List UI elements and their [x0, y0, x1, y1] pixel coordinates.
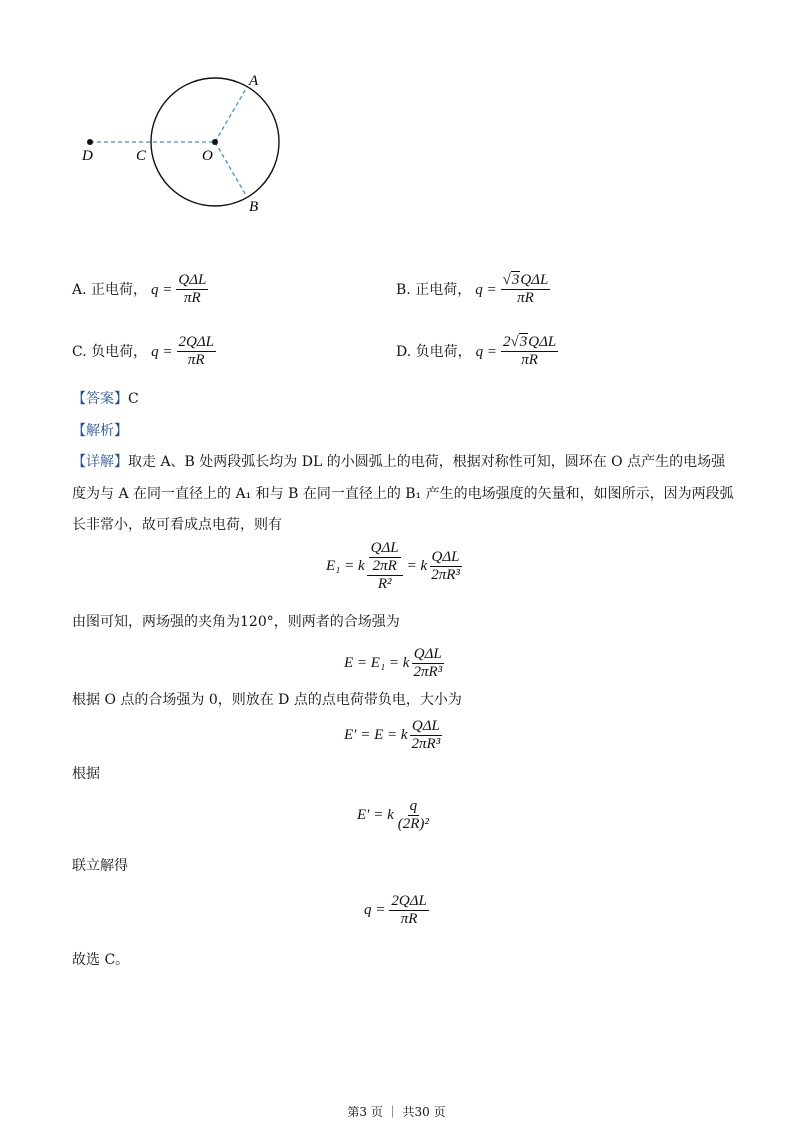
eq1-inner-num: QΔL [370, 540, 399, 556]
detail-bracket: 【详解】 [72, 454, 128, 470]
label-a: A [249, 73, 259, 89]
dashed-line-oa [215, 87, 247, 142]
option-c-q: q = [151, 343, 173, 360]
analysis-bracket: 【解析】 [72, 423, 128, 439]
option-b-num: √3QΔL [502, 272, 549, 288]
option-a-label: A. 正电荷， [72, 281, 148, 298]
option-b-num-rest: QΔL [520, 272, 549, 288]
option-d [396, 334, 558, 369]
page-footer: 第3 页 ｜ 共30 页 [347, 1105, 446, 1119]
eq4-den: (2R)² [397, 816, 429, 832]
answer-line [72, 389, 139, 409]
eq5-num: 2QΔL [391, 893, 427, 909]
answer-bracket: 【答案】 [72, 391, 128, 407]
eq5-fraction [389, 893, 428, 928]
eq1-mid: = k [406, 558, 428, 574]
option-d-q: q = [475, 343, 498, 360]
detail-line-7: 联立解得 [72, 858, 128, 874]
option-a [72, 272, 208, 307]
option-a-den: πR [184, 290, 201, 306]
option-d-num-pre: 2 [503, 334, 511, 350]
detail-text-1: 取走 A、B 处两段弧长均为 DL 的小圆弧上的电荷，根据对称性可知，圆环在 O 点产生的电场强 [128, 454, 726, 470]
equation-2 [344, 646, 444, 681]
eq1-den2: 2πR³ [431, 567, 460, 583]
option-b-q: q = [475, 281, 497, 298]
option-c-num: 2QΔL [178, 334, 214, 350]
eq1-lhs: E₁ = k [326, 558, 365, 574]
option-c-den: πR [187, 352, 205, 368]
detail-line-3: 长非常小，故可看成点电荷，则有 [72, 517, 282, 533]
eq4-num: q [409, 798, 418, 814]
eq1-inner-fraction [369, 540, 401, 575]
eq1-num2: QΔL [431, 549, 460, 565]
detail-line-1 [72, 452, 725, 472]
detail-line-2: 度为与 A 在同一直径上的 A₁ 和与 B 在同一直径上的 B₁ 产生的电场强度的矢量和，如图所示，因为两段弧 [72, 486, 734, 502]
option-c-fraction [177, 334, 216, 369]
option-a-num: QΔL [178, 272, 207, 288]
eq1-big-fraction [367, 540, 403, 593]
option-a-q: q = [151, 281, 173, 298]
label-b: B [249, 199, 259, 215]
eq1-fraction-2 [429, 549, 462, 584]
option-d-root: 3 [519, 334, 528, 350]
equation-3 [344, 718, 442, 753]
equation-1 [326, 540, 462, 593]
option-b-fraction [501, 272, 551, 307]
option-c-label: C. 负电荷， [72, 343, 148, 360]
option-d-num-rest: QΔL [528, 334, 557, 350]
eq3-num: QΔL [411, 718, 440, 734]
eq5-den: πR [400, 911, 418, 927]
eq2-num: QΔL [413, 646, 442, 662]
label-o: O [202, 148, 213, 164]
detail-line-6: 根据 [72, 766, 100, 782]
circle-figure [70, 60, 300, 220]
eq5-lhs: q = [364, 902, 386, 918]
option-d-num: 2√3QΔL [503, 334, 557, 350]
eq2-lhs: E = E₁ = k [344, 655, 410, 671]
eq4-fraction [396, 798, 431, 833]
option-d-label: D. 负电荷， [396, 343, 472, 360]
equation-4 [357, 798, 431, 833]
detail-line-8: 故选 C。 [72, 952, 130, 968]
option-d-den: πR [521, 352, 538, 368]
option-b-root: 3 [511, 272, 520, 288]
label-d: D [82, 148, 93, 164]
eq2-fraction [411, 646, 444, 681]
analysis-line [72, 421, 128, 441]
eq3-den: 2πR³ [411, 736, 441, 752]
option-b-label: B. 正电荷， [396, 281, 472, 298]
option-d-fraction [501, 334, 558, 369]
eq1-den: R² [377, 576, 392, 592]
label-c: C [136, 148, 147, 164]
point-d [87, 139, 93, 145]
option-a-fraction [176, 272, 208, 307]
equation-5 [364, 893, 429, 928]
option-b [396, 272, 550, 307]
option-b-den: πR [517, 290, 534, 306]
eq3-lhs: E′ = E = k [344, 727, 408, 743]
eq1-inner-den: 2πR [372, 558, 397, 574]
option-c [72, 334, 216, 369]
answer-value: C [128, 391, 139, 407]
detail-line-5: 根据 O 点的合场强为 0，则放在 D 点的点电荷带负电，大小为 [72, 692, 462, 708]
eq3-fraction [410, 718, 443, 753]
eq2-den: 2πR³ [413, 664, 443, 680]
eq1-big-num [367, 540, 403, 576]
eq4-lhs: E′ = k [357, 807, 394, 823]
detail-line-4: 由图可知，两场强的夹角为120°，则两者的合场强为 [72, 614, 400, 630]
point-o [212, 139, 218, 145]
dashed-line-ob [215, 142, 247, 197]
